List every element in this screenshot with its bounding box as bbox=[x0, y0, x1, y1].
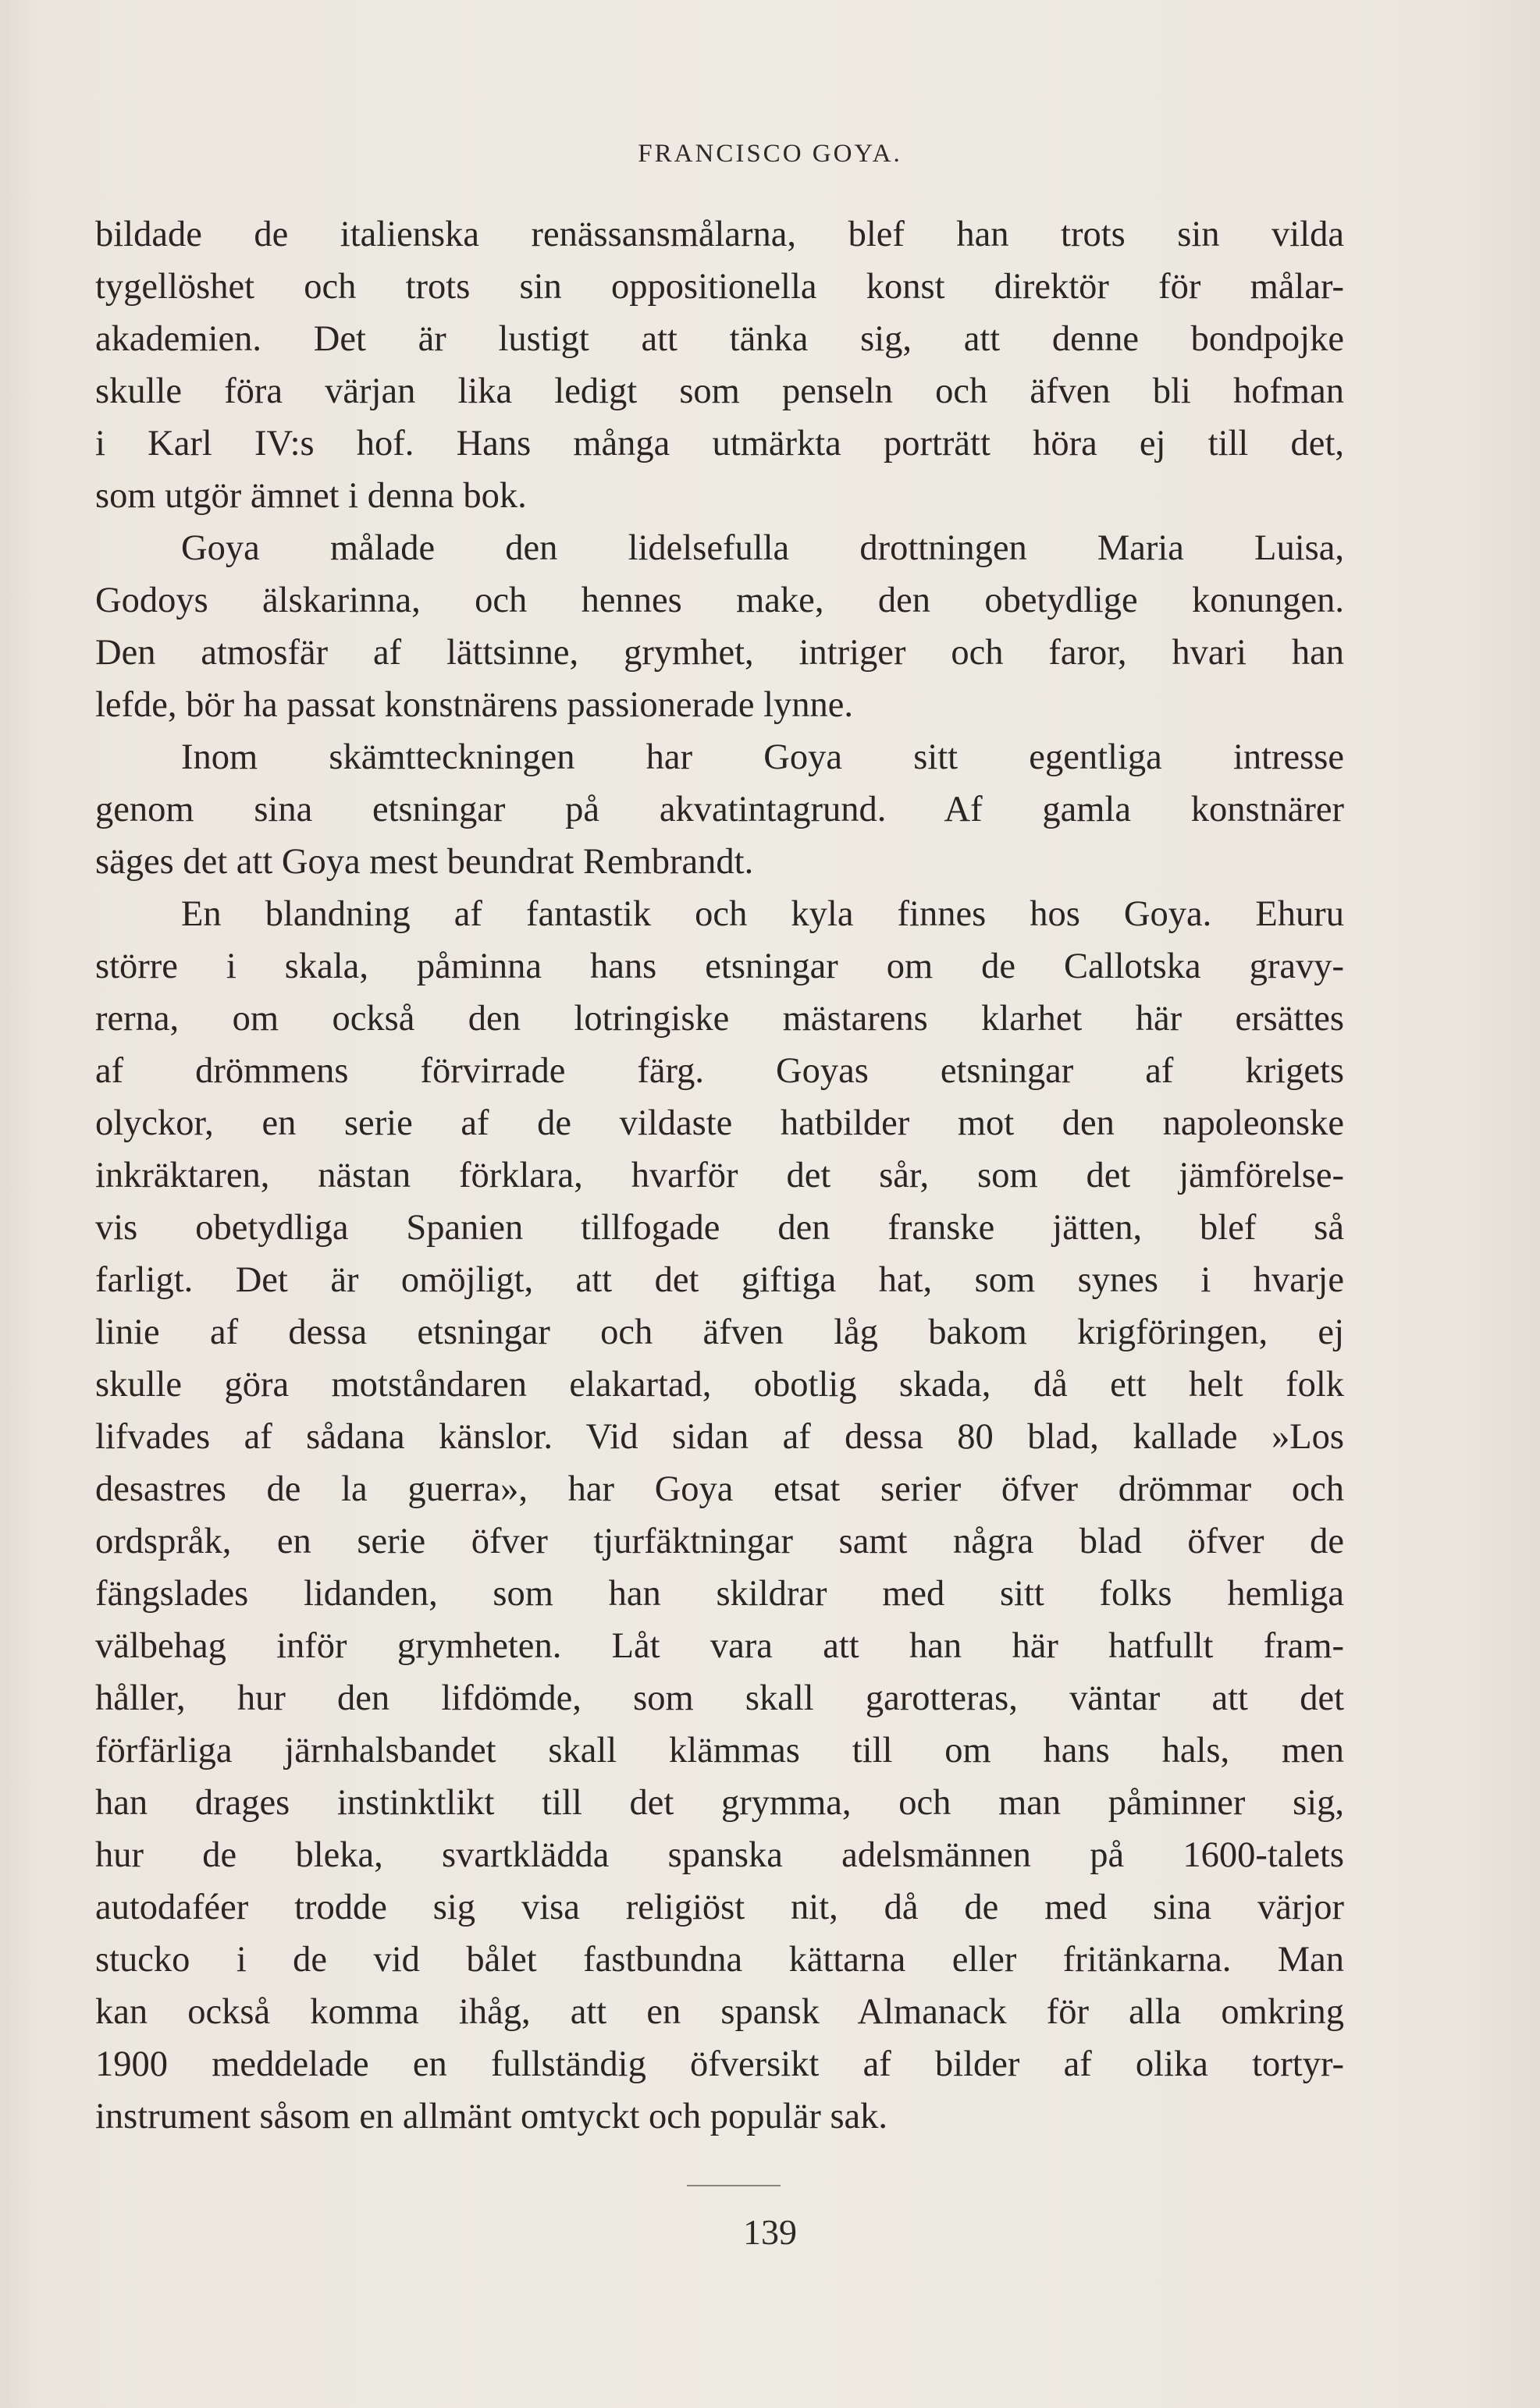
text-line: skulle göra motståndaren elakartad, obotlig skada, då ett helt folk bbox=[95, 1365, 1344, 1405]
text-line: linie af dessa etsningar och äfven låg bakom krigföringen, ej bbox=[95, 1312, 1344, 1352]
text-line: lifvades af sådana känslor. Vid sidan af dessa 80 blad, kallade »Los bbox=[95, 1417, 1344, 1457]
text-line: lefde, bör ha passat konstnärens passionerade lynne. bbox=[95, 685, 854, 725]
text-line: fängslades lidanden, som han skildrar med sitt folks hemliga bbox=[95, 1574, 1344, 1614]
text-line: Godoys älskarinna, och hennes make, den obetydlige konungen. bbox=[95, 581, 1344, 620]
text-line: farligt. Det är omöjligt, att det giftiga hat, som synes i hvarje bbox=[95, 1260, 1344, 1300]
body-text bbox=[95, 208, 1344, 2143]
text-line: af drömmens förvirrade färg. Goyas etsningar af krigets bbox=[95, 1051, 1344, 1091]
text-line: som utgör ämnet i denna bok. bbox=[95, 476, 527, 516]
text-line: förfärliga järnhalsbandet skall klämmas till om hans hals, men bbox=[95, 1731, 1344, 1770]
text-line: han drages instinktlikt till det grymma, och man påminner sig, bbox=[95, 1783, 1344, 1823]
text-line: hur de bleka, svartklädda spanska adelsmännen på 1600-talets bbox=[95, 1835, 1344, 1875]
text-line: bildade de italienska renässansmålarna, blef han trots sin vilda bbox=[95, 215, 1344, 254]
text-line: autodaféer trodde sig visa religiöst nit, då de med sina värjor bbox=[95, 1888, 1344, 1927]
running-head: FRANCISCO GOYA. bbox=[638, 140, 902, 168]
text-line: Den atmosfär af lättsinne, grymhet, intriger och faror, hvari han bbox=[95, 633, 1344, 673]
text-line: genom sina etsningar på akvatintagrund. Af gamla konstnärer bbox=[95, 790, 1344, 829]
text-line: 1900 meddelade en fullständig öfversikt af bilder af olika tortyr- bbox=[95, 2044, 1344, 2084]
text-line: rerna, om också den lotringiske mästarens klarhet här ersättes bbox=[95, 999, 1344, 1039]
text-line: ordspråk, en serie öfver tjurfäktningar samt några blad öfver de bbox=[95, 1522, 1344, 1561]
text-line: håller, hur den lifdömde, som skall garotteras, väntar att det bbox=[95, 1678, 1344, 1718]
text-line: desastres de la guerra», har Goya etsat serier öfver drömmar och bbox=[95, 1469, 1344, 1509]
text-line: skulle föra värjan lika ledigt som penseln och äfven bli hofman bbox=[95, 371, 1344, 411]
text-line: tygellöshet och trots sin oppositionella konst direktör för målar- bbox=[95, 267, 1344, 307]
text-line: stucko i de vid bålet fastbundna kättarna eller fritänkarna. Man bbox=[95, 1940, 1344, 1980]
text-line: akademien. Det är lustigt att tänka sig, att denne bondpojke bbox=[95, 319, 1344, 359]
footer-rule bbox=[687, 2185, 781, 2186]
page-number: 139 bbox=[743, 2212, 797, 2252]
text-line: En blandning af fantastik och kyla finnes hos Goya. Ehuru bbox=[181, 894, 1344, 934]
text-line: Inom skämtteckningen har Goya sitt egentliga intresse bbox=[181, 737, 1344, 777]
text-line: kan också komma ihåg, att en spansk Almanack för alla omkring bbox=[95, 1992, 1344, 2032]
text-line: större i skala, påminna hans etsningar om de Callotska gravy- bbox=[95, 947, 1344, 986]
text-line: inkräktaren, nästan förklara, hvarför det sår, som det jämförelse- bbox=[95, 1156, 1344, 1195]
text-line: i Karl IV:s hof. Hans många utmärkta porträtt höra ej till det, bbox=[95, 424, 1344, 463]
text-line: olyckor, en serie af de vildaste hatbilder mot den napoleonske bbox=[95, 1103, 1344, 1143]
text-line: vis obetydliga Spanien tillfogade den franske jätten, blef så bbox=[95, 1208, 1344, 1248]
text-line: välbehag inför grymheten. Låt vara att han här hatfullt fram- bbox=[95, 1626, 1344, 1666]
text-line: Goya målade den lidelsefulla drottningen Maria Luisa, bbox=[181, 528, 1344, 568]
text-line: instrument såsom en allmänt omtyckt och populär sak. bbox=[95, 2097, 888, 2136]
text-line: säges det att Goya mest beundrat Rembrandt. bbox=[95, 842, 754, 882]
